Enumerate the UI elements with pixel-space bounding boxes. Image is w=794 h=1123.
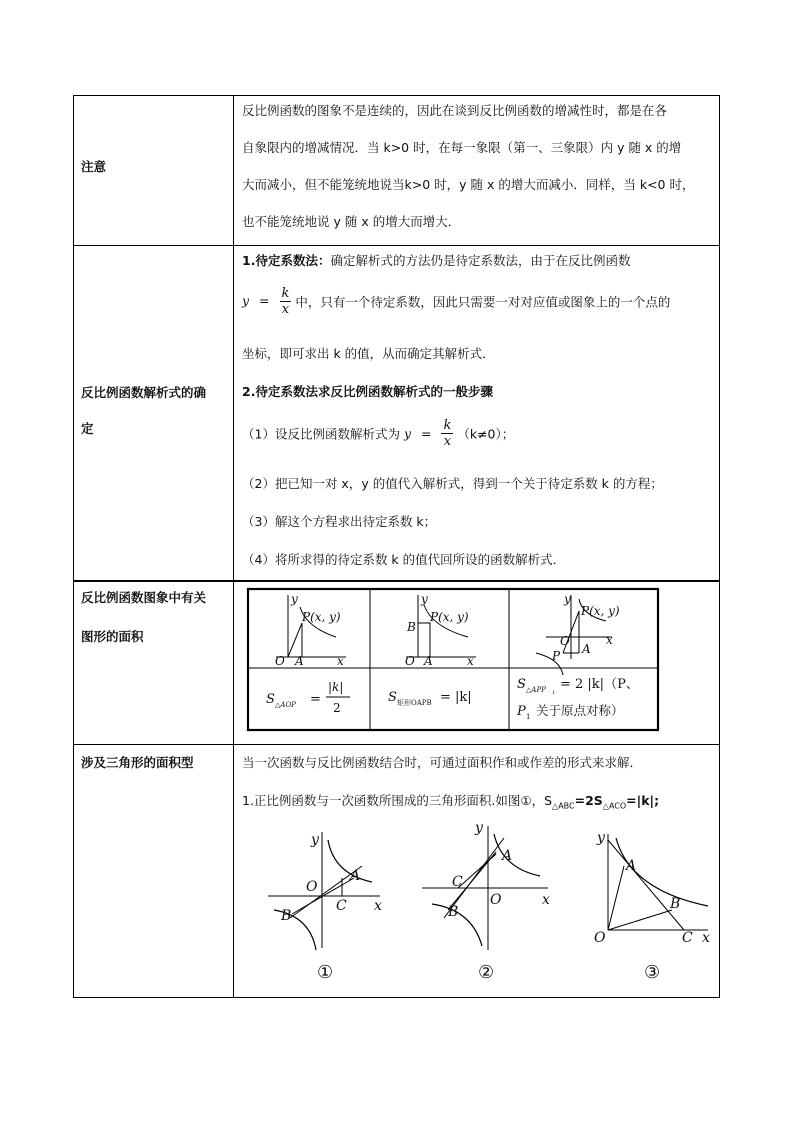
notice-line-4: 也不能笼统地说 y 随 x 的增大而增大． bbox=[242, 214, 461, 229]
row-divider-2 bbox=[73, 580, 720, 582]
fraction-k-over-x bbox=[280, 286, 292, 317]
triangle-line2-pre: 1.正比例函数与一次函数所围成的三角形面积.如图①，S bbox=[242, 793, 553, 808]
tri3-y: y bbox=[597, 830, 605, 846]
fig2-a-label: A bbox=[424, 654, 433, 668]
fig1-x-label: x bbox=[337, 654, 344, 668]
triangle-line2-mid: =2S bbox=[574, 793, 603, 808]
triangle-line2-post: =|k|; bbox=[626, 793, 660, 808]
step1-post: （k≠0）； bbox=[457, 426, 515, 442]
fig2-x-label: x bbox=[467, 654, 474, 668]
area-figure-2 bbox=[405, 592, 476, 668]
tri2-x: x bbox=[542, 892, 550, 908]
table-border-top bbox=[73, 95, 720, 96]
step1-y: y bbox=[403, 426, 412, 441]
triangle-line2-sub2: △ACO bbox=[602, 801, 627, 811]
formula3-sub1: 1 bbox=[552, 690, 556, 696]
tri2-number: ② bbox=[478, 962, 495, 983]
item1-text2: 中，只有一个待定系数，因此只需要一对对应值或图象上的一个点的 bbox=[295, 294, 671, 310]
triangle-line-1: 当一次函数与反比例函数结合时，可通过面积作和或作差的形式来求解． bbox=[242, 755, 643, 770]
row-label-area-2: 图形的面积 bbox=[81, 629, 144, 644]
fig3-x-label: x bbox=[606, 633, 613, 647]
fig3-p-label: P(x, y) bbox=[581, 604, 620, 618]
tri1-x: x bbox=[374, 898, 382, 914]
table-border-right bbox=[719, 95, 720, 998]
tri1-c: C bbox=[336, 898, 347, 914]
formula3-line2-rest: 关于原点对称） bbox=[536, 703, 624, 718]
frac-denominator: x bbox=[281, 302, 290, 317]
row-label-determine-1: 反比例函数解析式的确 bbox=[81, 385, 207, 400]
triangle-figure-3 bbox=[594, 830, 710, 983]
notice-line-1: 反比例函数的图象不是连续的，因此在谈到反比例函数的增减性时，都是在各 bbox=[242, 103, 668, 118]
tri3-b: B bbox=[670, 896, 681, 912]
fig1-a-label: A bbox=[295, 654, 304, 668]
formula3-sub: △APP bbox=[526, 686, 546, 694]
area-figure-1 bbox=[275, 592, 346, 668]
area-figure-table bbox=[246, 587, 662, 733]
tri1-number: ① bbox=[317, 962, 334, 983]
determine-step1 bbox=[242, 418, 514, 449]
formula3-line2-p: P bbox=[517, 704, 526, 719]
fig1-o-label: O bbox=[275, 654, 285, 668]
fig2-p-label: P(x, y) bbox=[430, 610, 469, 624]
formula2-s: S bbox=[388, 690, 397, 705]
formula-eq: = bbox=[259, 293, 270, 308]
formula1-eq: = bbox=[310, 692, 321, 707]
determine-step3: （3）解这个方程求出待定系数 k； bbox=[242, 514, 437, 529]
tri2-y: y bbox=[475, 820, 483, 836]
fig1-y-label: y bbox=[291, 592, 298, 606]
formula1-den: 2 bbox=[333, 701, 341, 715]
frac-numerator: k bbox=[281, 286, 290, 301]
tri2-b: B bbox=[448, 904, 459, 920]
tri3-a: A bbox=[626, 858, 637, 874]
formula3-s: S bbox=[517, 677, 526, 692]
formula2-sub: 矩形OAPB bbox=[397, 699, 432, 707]
fig2-y-label: y bbox=[421, 592, 428, 606]
area-formula-1 bbox=[266, 680, 350, 715]
triangle-figure-1 bbox=[268, 832, 382, 983]
tri3-number: ③ bbox=[644, 962, 661, 983]
row-divider-3 bbox=[73, 744, 720, 745]
determine-item1-line3: 坐标，即可求出 k 的值，从而确定其解析式． bbox=[242, 346, 495, 361]
tri2-c: C bbox=[452, 874, 463, 890]
determine-formula-line bbox=[242, 286, 670, 317]
fig3-a-label: A bbox=[582, 642, 591, 656]
table-border-bottom bbox=[73, 997, 720, 998]
row-label-area-1: 反比例函数图象中有关 bbox=[81, 590, 207, 605]
tri1-o: O bbox=[306, 879, 318, 895]
determine-item2-title: 2.待定系数法求反比例函数解析式的一般步骤 bbox=[242, 384, 493, 399]
notice-line-2: 自象限内的增减情况．当 k>0 时，在每一象限（第一、三象限）内 y 随 x 的增 bbox=[242, 140, 682, 155]
tri2-a: A bbox=[502, 848, 513, 864]
step1-frac-den: x bbox=[443, 434, 452, 449]
formula1-num: |k| bbox=[328, 680, 344, 694]
table-column-divider bbox=[233, 95, 234, 998]
formula1-s: S bbox=[266, 692, 275, 707]
area-formula-3 bbox=[516, 677, 639, 721]
fig2-b-label: B bbox=[407, 620, 416, 634]
step1-fraction bbox=[441, 418, 453, 449]
formula1-sub: △AOP bbox=[275, 701, 296, 709]
triangle-figure-2 bbox=[422, 820, 550, 983]
step1-eq: = bbox=[421, 426, 432, 441]
tri1-y: y bbox=[311, 832, 319, 848]
row-label-triangle: 涉及三角形的面积型 bbox=[81, 755, 194, 770]
tri3-x: x bbox=[702, 930, 710, 946]
tri3-c: C bbox=[682, 930, 693, 946]
table-border-left bbox=[73, 95, 74, 998]
item1-text: 确定解析式的方法仍是待定系数法，由于在反比例函数 bbox=[330, 253, 631, 268]
notice-line-3: 大而减小，但不能笼统地说当k>0 时，y 随 x 的增大而减小．同样，当 k<0 时， bbox=[242, 177, 695, 192]
row-label-determine-2: 定 bbox=[81, 421, 94, 436]
determine-item1 bbox=[242, 251, 630, 269]
fig3-y-label: y bbox=[564, 592, 571, 606]
area-figure-3 bbox=[536, 592, 620, 675]
tri3-o: O bbox=[594, 930, 606, 946]
fig1-p-label: P(x, y) bbox=[302, 610, 341, 624]
triangle-line2-sub1: △ABC bbox=[552, 801, 575, 811]
triangle-figures bbox=[262, 818, 718, 990]
tri2-o: O bbox=[490, 892, 502, 908]
row-label-notice: 注意 bbox=[81, 159, 107, 174]
determine-step2: （2）把已知一对 x，y 的值代入解析式，得到一个关于待定系数 k 的方程； bbox=[242, 476, 663, 491]
fig3-p1-label: P bbox=[552, 649, 561, 663]
tri1-b: B bbox=[281, 908, 292, 924]
row-divider-1 bbox=[73, 245, 720, 246]
fig3-o-label: O bbox=[560, 634, 570, 648]
item1-title: 1.待定系数法： bbox=[242, 253, 331, 268]
formula3-line2-sub: 1 bbox=[526, 713, 531, 721]
formula-y: y bbox=[242, 293, 250, 308]
step1-frac-num: k bbox=[443, 418, 452, 433]
fig2-o-label: O bbox=[405, 654, 415, 668]
area-formula-2 bbox=[388, 690, 472, 707]
triangle-line-2 bbox=[242, 791, 659, 811]
formula2-rhs: = |k| bbox=[440, 690, 472, 705]
formula3-rhs: = 2 |k|（P、 bbox=[560, 677, 639, 692]
tri1-a: A bbox=[350, 868, 361, 884]
step1-pre: （1）设反比例函数解析式为 bbox=[242, 426, 400, 442]
determine-step4: （4）将所求得的待定系数 k 的值代回所设的函数解析式． bbox=[242, 552, 566, 567]
